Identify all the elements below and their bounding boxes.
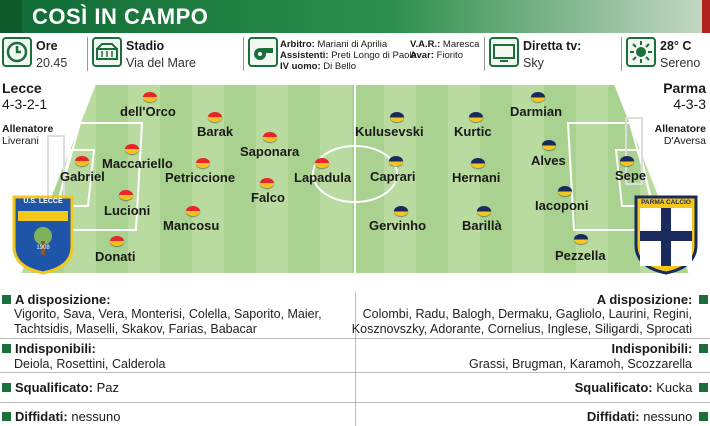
home-cautioned: Diffidati: nessuno [2, 409, 121, 424]
away-coach: D'Aversa [663, 135, 706, 147]
clock-icon [2, 37, 32, 67]
bullet-icon [2, 295, 11, 304]
bullet-icon [699, 344, 708, 353]
divider [0, 372, 710, 373]
lecce-badge-year: 1908 [36, 245, 50, 251]
sun-icon [626, 37, 656, 67]
home-formation: 4-3-2-1 [2, 96, 48, 112]
assistants-label: Assistenti: [280, 50, 329, 61]
fourth-official-label: IV uomo: [280, 61, 321, 72]
tv-icon [489, 37, 519, 67]
info-time [0, 35, 86, 75]
away-formation: 4-3-3 [673, 96, 706, 112]
avar-label: Avar: [410, 50, 434, 61]
info-weather [624, 35, 710, 75]
away-suspended: Squalificato: Kucka [575, 380, 708, 395]
lecce-badge-text: U.S. LECCE [23, 198, 63, 205]
parma-badge [634, 195, 698, 275]
stadium-icon [92, 37, 122, 67]
home-unavailable: Deiola, Rosettini, Calderola [14, 357, 166, 371]
temperature: 28° C [660, 39, 692, 53]
home-bench-line2: Tachtsidis, Maselli, Skakov, Farias, Babacar [14, 322, 257, 336]
bullet-icon [699, 383, 708, 392]
weather-value: Sereno [660, 56, 701, 70]
assistants-value: Preti Longo di Paola [331, 50, 417, 61]
referee-label: Arbitro: [280, 39, 315, 50]
home-coach: Liverani [2, 135, 39, 147]
whistle-icon [248, 37, 278, 67]
home-team-name: Lecce [2, 80, 42, 96]
info-stadium [90, 35, 240, 75]
title-accent-red [702, 0, 710, 33]
home-bench-title: A disposizione: [2, 292, 111, 307]
referee-value: Mariani di Aprilia [317, 39, 388, 50]
bullet-icon [2, 412, 11, 421]
info-referees [246, 35, 482, 75]
divider [0, 402, 710, 403]
tv-value: Sky [523, 56, 544, 70]
home-bench-line1: Vigorito, Sava, Vera, Monterisi, Colella, Saporito, Maier, [14, 307, 322, 321]
away-team-name: Parma [663, 80, 706, 96]
home-unavailable-title: Indisponibili: [2, 341, 96, 356]
bullet-icon [2, 344, 11, 353]
divider [87, 37, 88, 71]
bullet-icon [699, 412, 708, 421]
fourth-official-value: Di Bello [323, 61, 357, 72]
page-title: COSÌ IN CAMPO [32, 4, 209, 29]
away-bench-line2: Kosznovszky, Adorante, Cornelius, Inglese, Siligardi, Sprocati [351, 322, 692, 336]
time-value: 20.45 [36, 56, 68, 70]
away-bench-title: A disposizione: [597, 292, 708, 307]
divider [0, 338, 710, 339]
parma-badge-text: PARMA CALCIO [641, 199, 691, 206]
title-bar [0, 0, 710, 33]
match-info-bar [0, 35, 710, 75]
bullet-icon [699, 295, 708, 304]
away-cautioned: Diffidati: nessuno [587, 409, 708, 424]
home-coach-label: Allenatore [2, 123, 54, 135]
var-value: Maresca [442, 39, 480, 50]
away-bench-line1: Colombi, Radu, Balogh, Dermaku, Gagliolo, Laurini, Regini, [362, 307, 692, 321]
info-tv [487, 35, 617, 75]
lecce-badge [12, 195, 74, 275]
var-block [410, 39, 479, 61]
column-divider [355, 292, 356, 426]
tv-label: Diretta tv: [523, 39, 582, 53]
avar-value: Fiorito [436, 50, 463, 61]
home-suspended: Squalificato: Paz [2, 380, 119, 395]
referees-block [280, 39, 417, 72]
time-label: Ore [36, 39, 58, 53]
pitch-area: U.S. LECCE 1908 PARMA CALCIO Lecce 4-3-2-1 Allenatore Liverani Parma 4-3-3 Allenatore D'Aversa dell'Orco Barak Saponara Maccariello Petriccione Gabriel Lapadula Falco Lucioni Mancosu Donati Darmian Kulusevski Kurtic Alves Sepe Caprari Hernani Iacoponi Gervinho Barillà Pezzella [0, 78, 710, 290]
stadium-value: Via del Mare [126, 56, 196, 70]
var-label: V.A.R.: [410, 39, 441, 50]
divider [484, 37, 485, 71]
divider [243, 37, 244, 71]
divider [621, 37, 622, 71]
away-unavailable: Grassi, Brugman, Karamoh, Scozzarella [468, 357, 692, 371]
stadium-label: Stadio [126, 39, 165, 53]
title-accent [0, 0, 22, 33]
bullet-icon [2, 383, 11, 392]
away-unavailable-title: Indisponibili: [611, 341, 708, 356]
away-coach-label: Allenatore [654, 123, 706, 135]
